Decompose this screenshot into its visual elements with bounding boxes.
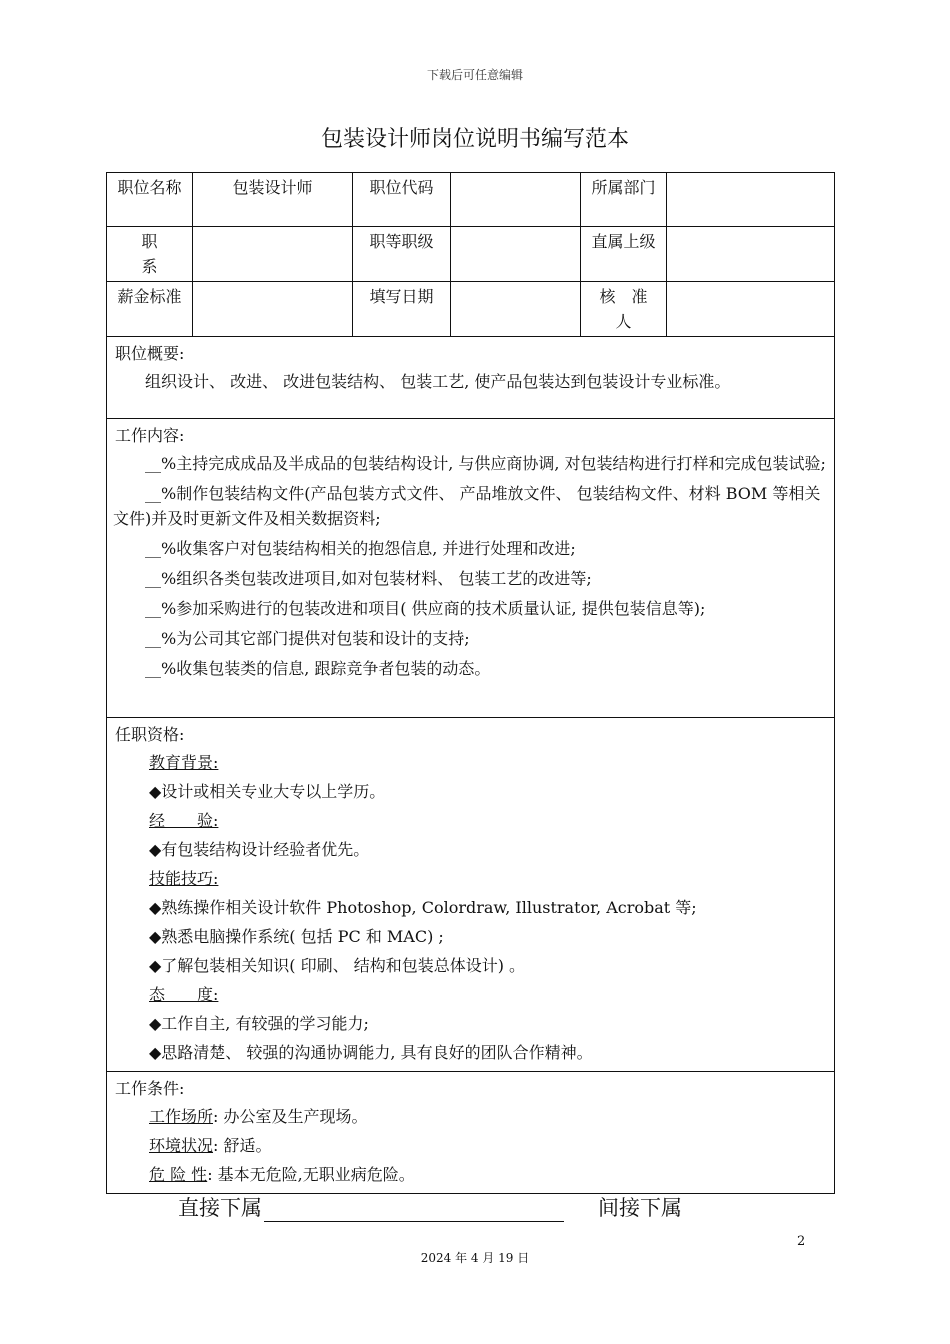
work-item: __%收集包装类的信息, 跟踪竞争者包装的动态。: [145, 659, 491, 678]
education-item: ◆设计或相关专业大专以上学历。: [149, 782, 386, 801]
label-position-code: 职位代码: [353, 173, 451, 227]
condition-value: : 基本无危险,无职业病危险。: [207, 1165, 415, 1184]
indirect-subordinates-label: 间接下属: [598, 1196, 682, 1220]
work-item: __%参加采购进行的包装改进和项目( 供应商的技术质量认证, 提供包装信息等);: [145, 599, 706, 618]
label-salary: 薪金标准: [107, 282, 193, 337]
value-salary: [193, 282, 353, 337]
value-approver: [667, 282, 835, 337]
skill-item: ◆了解包装相关知识( 印刷、 结构和包装总体设计) 。: [149, 956, 526, 975]
work-item: __%主持完成成品及半成品的包装结构设计, 与供应商协调, 对包装结构进行打样和完成包装试验;: [145, 454, 826, 473]
subordinates-line: [178, 1192, 682, 1222]
value-grade: [451, 227, 581, 282]
label-department: 所属部门: [581, 173, 667, 227]
condition-row: [113, 1162, 828, 1187]
skill-item: ◆熟悉电脑操作系统( 包括 PC 和 MAC) ;: [149, 927, 444, 946]
condition-value: : 办公室及生产现场。: [213, 1107, 368, 1126]
footer-date: 2024 年 4 月 19 日: [420, 1251, 530, 1265]
condition-row: [113, 1104, 828, 1129]
label-job-family: 职 系: [107, 227, 193, 282]
info-row: [107, 282, 835, 337]
info-row: [107, 173, 835, 227]
qualification-heading: 任职资格:: [115, 725, 185, 744]
attitude-item: ◆思路清楚、 较强的沟通协调能力, 具有良好的团队合作精神。: [149, 1043, 593, 1062]
direct-subordinates-label: 直接下属: [178, 1196, 262, 1220]
experience-label: 经 验:: [149, 811, 219, 830]
overview-text: 组织设计、 改进、 改进包装结构、 包装工艺, 使产品包装达到包装设计专业标准。: [145, 372, 731, 391]
work-section: [107, 419, 835, 718]
value-department: [667, 173, 835, 227]
value-position-code: [451, 173, 581, 227]
attitude-label: 态 度:: [149, 985, 219, 1004]
work-item: __%组织各类包装改进项目,如对包装材料、 包装工艺的改进等;: [145, 569, 592, 588]
overview-section: [107, 337, 835, 419]
qualification-section: [107, 718, 835, 1072]
overview-heading: 职位概要:: [115, 344, 185, 363]
info-row: [107, 227, 835, 282]
experience-item: ◆有包装结构设计经验者优先。: [149, 840, 370, 859]
condition-label: 危 险 性: [149, 1165, 208, 1184]
value-supervisor: [667, 227, 835, 282]
condition-label: 环境状况: [149, 1136, 214, 1155]
page-title: 包装设计师岗位说明书编写范本: [320, 127, 629, 152]
skills-label: 技能技巧:: [149, 869, 219, 888]
label-fill-date: 填写日期: [353, 282, 451, 337]
work-item: __%收集客户对包装结构相关的抱怨信息, 并进行处理和改进;: [145, 539, 576, 558]
label-position-name: 职位名称: [107, 173, 193, 227]
work-heading: 工作内容:: [115, 426, 185, 445]
label-supervisor: 直属上级: [581, 227, 667, 282]
header-note: 下载后可任意编辑: [426, 68, 523, 82]
conditions-heading: 工作条件:: [115, 1079, 185, 1098]
skill-item: ◆熟练操作相关设计软件 Photoshop, Colordraw, Illustrator, Acrobat 等;: [149, 898, 697, 917]
education-label: 教育背景:: [149, 753, 219, 772]
fill-in-line: [264, 1199, 564, 1222]
conditions-section: [107, 1072, 835, 1194]
work-item: __%为公司其它部门提供对包装和设计的支持;: [145, 629, 470, 648]
page-number: 2: [797, 1234, 806, 1249]
condition-row: [113, 1133, 828, 1158]
label-approver: 核 准 人: [581, 282, 667, 337]
value-fill-date: [451, 282, 581, 337]
label-grade: 职等职级: [353, 227, 451, 282]
job-description-table: [106, 172, 835, 1194]
value-job-family: [193, 227, 353, 282]
attitude-item: ◆工作自主, 有较强的学习能力;: [149, 1014, 369, 1033]
condition-label: 工作场所: [149, 1107, 214, 1126]
value-position-name: 包装设计师: [193, 173, 353, 227]
condition-value: : 舒适。: [213, 1136, 272, 1155]
work-item: __%制作包装结构文件(产品包装方式文件、 产品堆放文件、 包装结构文件、材料 BOM 等相关文件)并及时更新文件及相关数据资料;: [113, 484, 821, 528]
